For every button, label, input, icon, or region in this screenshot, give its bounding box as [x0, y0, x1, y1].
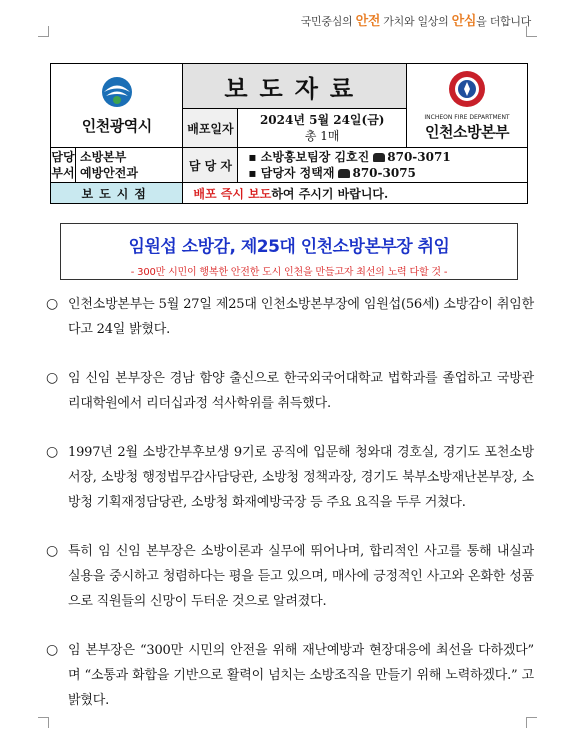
headline: 임원섭 소방감, 제25대 인천소방본부장 취임	[128, 237, 450, 257]
crop-mark	[526, 26, 537, 37]
bullet-circle-icon: ○	[46, 444, 59, 460]
paragraph	[46, 638, 534, 713]
city-name: 인천광역시	[81, 117, 152, 135]
paragraph	[46, 440, 534, 515]
paragraph	[46, 539, 534, 614]
contact-phone: 870-3075	[352, 166, 416, 180]
timing-value	[183, 183, 528, 204]
bullet-circle-icon: ○	[46, 296, 59, 312]
release-date-label: 배포일자	[183, 109, 238, 148]
page-title: 보도자료	[183, 64, 407, 109]
incheon-city-logo-icon	[97, 75, 137, 111]
dept-value	[76, 148, 183, 183]
slogan-accent: 안전	[355, 14, 381, 29]
bullet-circle-icon: ○	[46, 370, 59, 386]
contact-name: ▪ 담당자 정택재	[248, 166, 335, 180]
press-release-header	[50, 63, 528, 204]
paragraph-text: 임 신임 본부장은 경남 함양 출신으로 한국외국어대학교 법학과를 졸업하고 국방관리대학원에서 리더십과정 석사학위를 취득했다.	[68, 371, 534, 411]
bullet-circle-icon: ○	[46, 543, 59, 559]
contact-label: 담 당 자	[183, 148, 238, 183]
city-logo-cell	[51, 64, 183, 148]
contact-name: ▪ 소방홍보팀장 김호진	[248, 150, 370, 164]
dept-value-line: 예방안전과	[80, 166, 138, 180]
contact-item	[248, 149, 527, 165]
bullet-circle-icon: ○	[46, 642, 59, 658]
crop-mark	[38, 26, 49, 37]
phone-icon	[373, 153, 385, 162]
contact-item	[248, 165, 527, 181]
slogan-text: 가치와 일상의	[380, 15, 452, 28]
fire-dept-caption: INCHEON FIRE DEPARTMENT	[424, 114, 510, 121]
slogan-text: 을 더합니다	[476, 15, 531, 28]
subheadline: - 300만 시민이 행복한 안전한 도시 인천을 만들고자 최선의 노력 다할 것 -	[130, 267, 448, 278]
fire-dept-name: 인천소방본부	[425, 123, 509, 141]
paragraph-text: 1997년 2월 소방간부후보생 9기로 공직에 입문해 청와대 경호실, 경기도 포천소방서장, 소방청 행정법무감사담당관, 소방청 정책과장, 경기도 북부소방재난본부장, 소방청 기획재정담당관, 소방청 화재예방국장 등 주요 요직을 두루 거쳤다.	[68, 445, 534, 510]
contact-phone: 870-3071	[387, 150, 451, 164]
slogan	[301, 10, 531, 29]
phone-icon	[338, 169, 350, 178]
release-date: 2024년 5월 24일(금)	[259, 113, 385, 127]
page-count: 총 1매	[304, 129, 340, 143]
paragraph-text: 임 본부장은 “300만 시민의 안전을 위해 재난예방과 현장대응에 최선을 다하겠다” 며 “소통과 화합을 기반으로 활력이 넘치는 소방조직을 만들기 위해 노력하겠다.” 고 밝혔다.	[68, 643, 534, 708]
release-date-cell	[238, 109, 407, 148]
headline-box	[60, 223, 518, 280]
timing-text: 하여 주시기 바랍니다.	[271, 186, 389, 201]
fire-dept-logo-cell	[407, 64, 528, 148]
contact-list	[238, 148, 528, 183]
dept-label: 담당 부서	[51, 148, 76, 183]
paragraph	[46, 366, 534, 416]
dept-value-line: 소방본부	[80, 150, 127, 164]
paragraph-text: 인천소방본부는 5월 27일 제25대 인천소방본부장에 임원섭(56세) 소방감이 취임한다고 24일 밝혔다.	[68, 297, 534, 337]
fire-department-emblem-icon	[445, 69, 489, 109]
timing-highlight: 배포 즉시 보도	[193, 186, 272, 201]
slogan-text: 국민중심의	[300, 15, 356, 28]
paragraph-text: 특히 임 신임 본부장은 소방이론과 실무에 뛰어나며, 합리적인 사고를 통해 내실과 실용을 중시하고 청렴하다는 평을 듣고 있으며, 매사에 긍정적인 사고와 온화한 성품으로 직원들의 신망이 두터운 것으로 알려졌다.	[68, 544, 534, 609]
article-body	[46, 292, 534, 737]
timing-label: 보도시점	[51, 183, 183, 204]
slogan-accent: 안심	[451, 14, 477, 29]
paragraph	[46, 292, 534, 342]
